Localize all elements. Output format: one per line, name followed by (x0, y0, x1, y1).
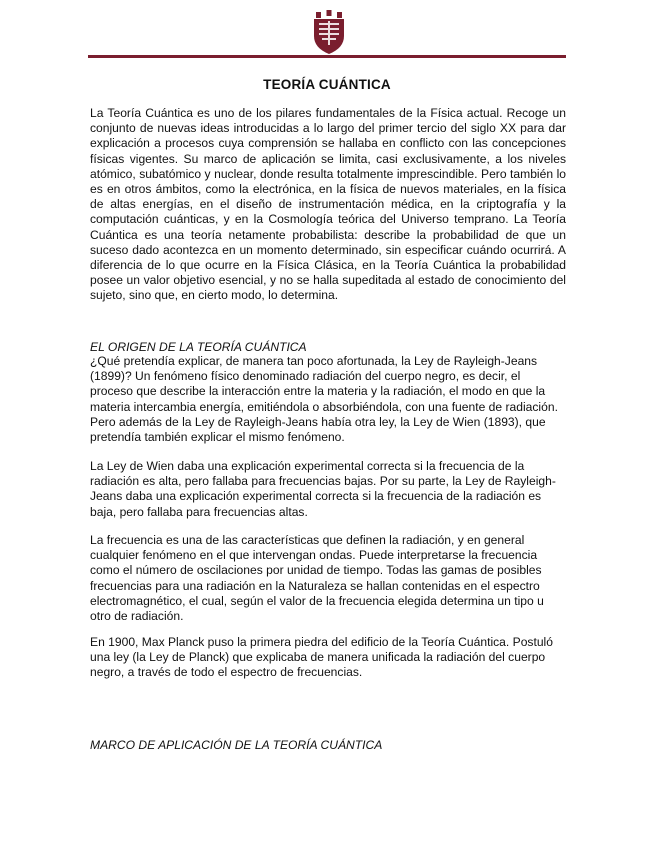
section-heading-origen: EL ORIGEN DE LA TEORÍA CUÁNTICA (90, 340, 307, 354)
paragraph-planck: En 1900, Max Planck puso la primera piedra del edificio de la Teoría Cuántica. Postuló una ley (la Ley de Planck) que explicaba de manera unificada la radiación del cuerpo negro, a través de todo el espectro de frecuencias. (90, 635, 553, 680)
intro-paragraph: La Teoría Cuántica es uno de los pilares fundamentales de la Física actual. Recoge un conjunto de nuevas ideas introducidas a lo largo del primer tercio del siglo XX para dar explicación a procesos cuya comprensión se hallaba en conflicto con las concepciones físicas vigentes. Su marco de aplicación se limita, casi exclusivamente, a los niveles atómico, subatómico y nuclear, donde resulta totalmente imprescindible. Pero también lo es en otros ámbitos, como la electrónica, en la física de nuevos materiales, en la física de altas energías, en el diseño de instrumentación médica, en la criptografía y la computación cuánticas, y en la Cosmología teórica del Universo temprano. La Teoría Cuántica es una teoría netamente probabilista: describe la probabilidad de que un suceso dado acontezca en un momento determinado, sin especificar cuándo ocurrirá. A diferencia de lo que ocurre en la Física Clásica, en la Teoría Cuántica la probabilidad posee un valor objetivo esencial, y no se halla supeditada al estado de conocimiento del sujeto, sino que, en cierto modo, lo determina. (90, 106, 566, 303)
paragraph-frecuencia: La frecuencia es una de las características que definen la radiación, y en general cualquier fenómeno en el que intervengan ondas. Puede interpretarse la frecuencia como el número de oscilaciones por unidad de tiempo. Todas las gamas de posibles frecuencias para una radiación en la Naturaleza se hallan contenidas en el espectro electromagnético, el cual, según el valor de la frecuencia elegida determina un tipo u otro de radiación. (90, 533, 544, 624)
paragraph-ley-wien: La Ley de Wien daba una explicación experimental correcta si la frecuencia de la radiación es alta, pero fallaba para frecuencias bajas. Por su parte, la Ley de Rayleigh-Jeans daba una explicación experimental correcta si la frecuencia de la radiación es baja, pero fallaba para frecuencias altas. (90, 459, 556, 519)
paragraph-rayleigh-jeans: ¿Qué pretendía explicar, de manera tan poco afortunada, la Ley de Rayleigh-Jeans (1899)? Un fenómeno físico denominado radiación del cuerpo negro, es decir, el proceso que describe la interacción entre la materia y la radiación, el modo en que la materia intercambia energía, emitiéndola o absorbiéndola, con una fuente de radiación. Pero además de la Ley de Rayleigh-Jeans había otra ley, la Ley de Wien (1893), que pretendía también explicar el mismo fenómeno. (90, 354, 558, 445)
page-title: TEORÍA CUÁNTICA (263, 77, 391, 92)
section-heading-marco: MARCO DE APLICACIÓN DE LA TEORÍA CUÁNTICA (90, 738, 383, 752)
header-rule (88, 55, 566, 58)
university-emblem-icon (310, 10, 348, 54)
